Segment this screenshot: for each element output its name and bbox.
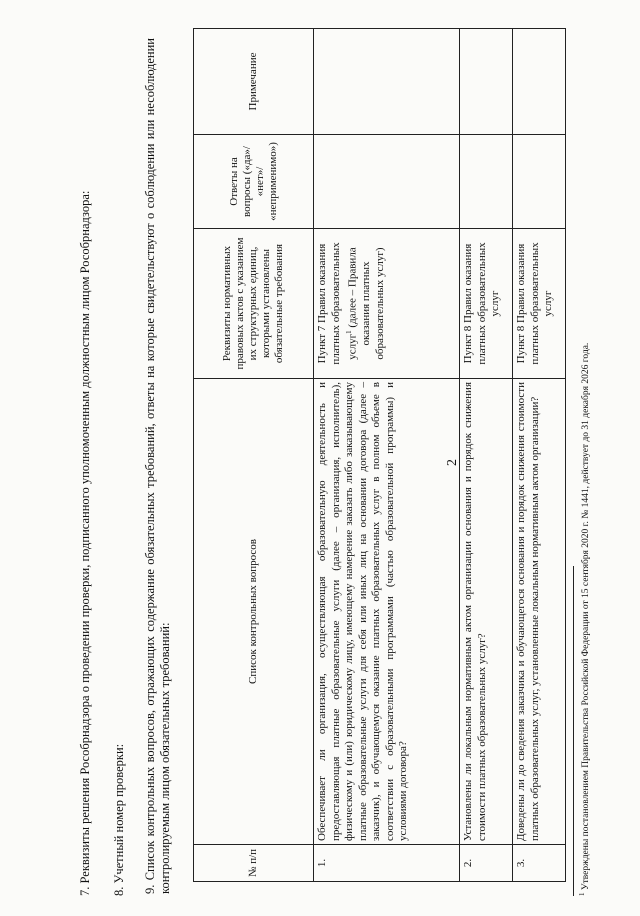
footnote-mark: 1 [578, 892, 586, 896]
row-requisites [314, 229, 460, 379]
requisites-text: Пункт 7 Правил оказания платных образовательных услуг [316, 242, 359, 365]
table-header-row [194, 29, 314, 882]
header-answers: Ответы на вопросы («да»/ «нет»/ «неприменимо») [194, 135, 314, 229]
control-questions-table [193, 28, 566, 882]
row-answer [513, 135, 566, 229]
row-question: Доведены ли до сведения заказчика и обучающегося основания и порядок снижения стоимости платных образовательных услуг, установленные локальным нормативным актом организации? [513, 379, 566, 845]
row-num: 2. [460, 845, 513, 882]
row-note [460, 29, 513, 135]
page-number: 2 [445, 459, 460, 466]
header-num: № п/п [194, 845, 314, 882]
header-questions: Список контрольных вопросов [194, 379, 314, 845]
footnote-divider [573, 566, 574, 896]
row-note [314, 29, 460, 135]
inspection-number-line: 8. Учетный номер проверки: [112, 743, 126, 896]
header-note: Примечание [194, 29, 314, 135]
footnote [578, 343, 591, 896]
header-requisites: Реквизиты нормативных правовых актов с указанием их структурных единиц, которыми установлены обязательные требования [194, 229, 314, 379]
row-requisites: Пункт 8 Правил оказания платных образовательных услуг [460, 229, 513, 379]
row-question: Установлены ли локальным нормативным актом организации основания и порядок снижения стоимости платных образовательных услуг? [460, 379, 513, 845]
row-num: 1. [314, 845, 460, 882]
row-num: 3. [513, 845, 566, 882]
footnote-text: Утверждены постановлением Правительства Российской Федерации от 15 сентября 2020 г. № 1441, действует до 31 декабря 2026 года. [581, 342, 592, 893]
table-row [513, 29, 566, 882]
table-row [460, 29, 513, 882]
row-answer [460, 135, 513, 229]
footnote-ref: 1 [345, 330, 353, 334]
row-question: Обеспечивает ли организация, осуществляющая образовательную деятельность и предоставляющая платные образовательные услуги (далее – организация, исполнитель), физическому и (или) юридическому лицу, имеющему намерение заказать либо заказывающему платные образовательные услуги для себя или иных лиц на основании договора (далее – заказчик), и обучающемуся оказание платных образовательных услуг в полном объеме в соответствии с образовательными программами (частью образовательной программы) и условиями договора? [314, 379, 460, 845]
row-answer [314, 135, 460, 229]
decision-requisites-line: 7. Реквизиты решения Рособрнадзора о проведении проверки, подписанного уполномоченным должностным лицом Рособрнадзора: [78, 190, 92, 896]
table-row [314, 29, 460, 882]
row-note [513, 29, 566, 135]
control-questions-intro: 9. Список контрольных вопросов, отражающих содержание обязательных требований, ответы на которые свидетельствуют о соблюдении или несоблюдении контролируемым лицом обязательных требований: [143, 38, 172, 894]
row-requisites: Пункт 8 Правил оказания платных образовательных услуг [513, 229, 566, 379]
requisites-tail: (далее – Правила оказания платных образовательных услуг) [346, 247, 386, 360]
